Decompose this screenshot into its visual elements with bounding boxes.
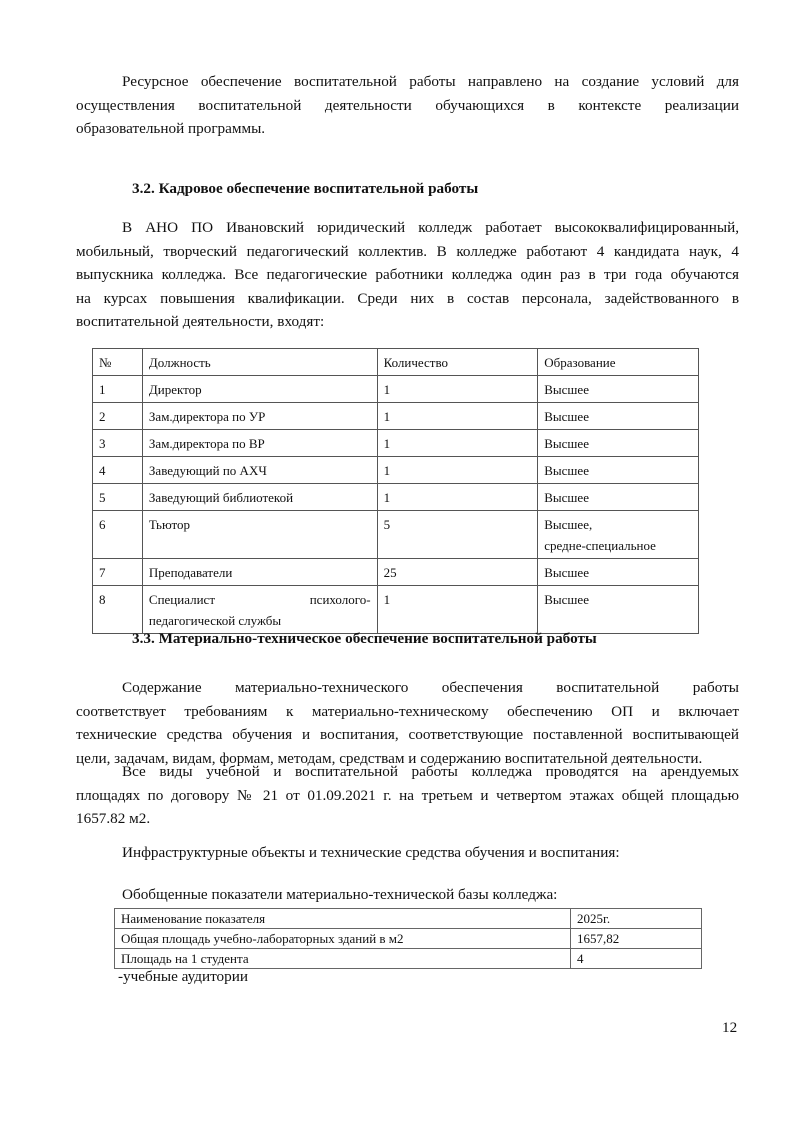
cell-position: Зам.директора по ВР <box>142 430 377 457</box>
cell-education: Высшее <box>538 586 699 634</box>
header-cell-count: Количество <box>377 349 538 376</box>
header-cell-indicator: Наименование показателя <box>115 909 571 929</box>
table-row <box>115 929 702 949</box>
staffing-paragraph <box>76 216 739 334</box>
premises-paragraph <box>76 760 739 831</box>
cell-position <box>142 586 377 634</box>
position-line <box>149 589 371 610</box>
text-line: Ресурсное обеспечение воспитательной работы направлено на создание условий для <box>122 73 739 90</box>
text-line: Содержание материально-технического обеспечения воспитательной работы <box>122 679 739 696</box>
page-number: 12 <box>722 1019 738 1036</box>
education-line: Высшее, <box>544 517 593 532</box>
text-line: площадях по договору № 21 от 01.09.2021 г. на третьем и четвертом этажах общей площадью <box>76 786 739 804</box>
cell-position: Преподаватели <box>142 559 377 586</box>
header-cell-position: Должность <box>142 349 377 376</box>
cell-number: 7 <box>93 559 143 586</box>
summary-label: Обобщенные показатели материально-технической базы колледжа: <box>122 886 558 903</box>
text-line: на курсах повышения квалификации. Среди них в состав персонала, задействованного в <box>76 289 739 307</box>
cell-value: 4 <box>571 949 702 969</box>
table-row <box>93 376 699 403</box>
position-line: педагогической службы <box>148 613 282 628</box>
cell-number: 3 <box>93 430 143 457</box>
table-row <box>93 559 699 586</box>
cell-education <box>538 511 699 559</box>
text-line: образовательной программы. <box>76 120 266 138</box>
table-row <box>93 403 699 430</box>
position-word: психолого- <box>309 592 371 607</box>
text-line: технические средства обучения и воспитания, соответствующие поставленной воспитывающей <box>76 726 739 744</box>
cell-position: Зам.директора по УР <box>142 403 377 430</box>
cell-number: 4 <box>93 457 143 484</box>
text-line: выпускника колледжа. Все педагогические работники колледжа один раз в три года обучаются <box>76 266 739 284</box>
classrooms-label: -учебные аудитории <box>118 968 248 985</box>
header-cell-year: 2025г. <box>571 909 702 929</box>
table-row <box>93 511 699 559</box>
cell-position: Директор <box>142 376 377 403</box>
intro-paragraph <box>76 70 739 141</box>
cell-count: 1 <box>377 376 538 403</box>
summary-table <box>114 908 702 969</box>
text-line: В АНО ПО Ивановский юридический колледж работает высококвалифицированный, <box>122 219 739 236</box>
table-row <box>93 586 699 634</box>
cell-position: Заведующий по АХЧ <box>142 457 377 484</box>
cell-number: 6 <box>93 511 143 559</box>
cell-education: Высшее <box>538 430 699 457</box>
cell-count: 5 <box>377 511 538 559</box>
table-header-row <box>93 349 699 376</box>
cell-education: Высшее <box>538 484 699 511</box>
cell-count: 1 <box>377 430 538 457</box>
education-line: средне-специальное <box>544 538 656 553</box>
section-heading-3-2: 3.2. Кадровое обеспечение воспитательной работы <box>132 180 479 197</box>
cell-indicator: Площадь на 1 студента <box>115 949 571 969</box>
text-line: цели, задачам, видам, формам, методам, средствам и содержанию воспитательной деятельности. <box>76 749 703 767</box>
table-header-row <box>115 909 702 929</box>
cell-education: Высшее <box>538 403 699 430</box>
cell-position: Тьютор <box>142 511 377 559</box>
text-line: Все виды учебной и воспитательной работы колледжа проводятся на арендуемых <box>122 763 739 780</box>
cell-education: Высшее <box>538 457 699 484</box>
text-line: соответствует требованиям к материально-техническому обеспечению ОП и включает <box>76 702 739 720</box>
cell-education: Высшее <box>538 376 699 403</box>
material-paragraph <box>76 676 739 770</box>
position-word: Специалист <box>148 592 215 607</box>
cell-education: Высшее <box>538 559 699 586</box>
infrastructure-label: Инфраструктурные объекты и технические средства обучения и воспитания: <box>122 844 620 861</box>
cell-indicator: Общая площадь учебно-лабораторных зданий в м2 <box>115 929 571 949</box>
table-row <box>93 457 699 484</box>
text-line: осуществления воспитательной деятельности обучающихся в контексте реализации <box>76 96 739 114</box>
table-row <box>93 484 699 511</box>
cell-number: 8 <box>93 586 143 634</box>
text-line: мобильный, творческий педагогический коллектив. В колледже работают 4 кандидата наук, 4 <box>76 242 739 260</box>
cell-count: 1 <box>377 403 538 430</box>
staff-table <box>92 348 699 634</box>
cell-count: 1 <box>377 484 538 511</box>
cell-count: 25 <box>377 559 538 586</box>
cell-number: 1 <box>93 376 143 403</box>
cell-number: 5 <box>93 484 143 511</box>
text-line: 1657.82 м2. <box>76 810 151 828</box>
cell-count: 1 <box>377 586 538 634</box>
cell-position: Заведующий библиотекой <box>142 484 377 511</box>
table-row <box>93 430 699 457</box>
table-row <box>115 949 702 969</box>
header-cell-education: Образование <box>538 349 699 376</box>
cell-count: 1 <box>377 457 538 484</box>
cell-number: 2 <box>93 403 143 430</box>
header-cell-number: № <box>93 349 143 376</box>
cell-value: 1657,82 <box>571 929 702 949</box>
text-line: воспитательной деятельности, входят: <box>76 313 325 331</box>
section-heading-3-3: 3.3. Материально-техническое обеспечение воспитательной работы <box>132 630 597 647</box>
